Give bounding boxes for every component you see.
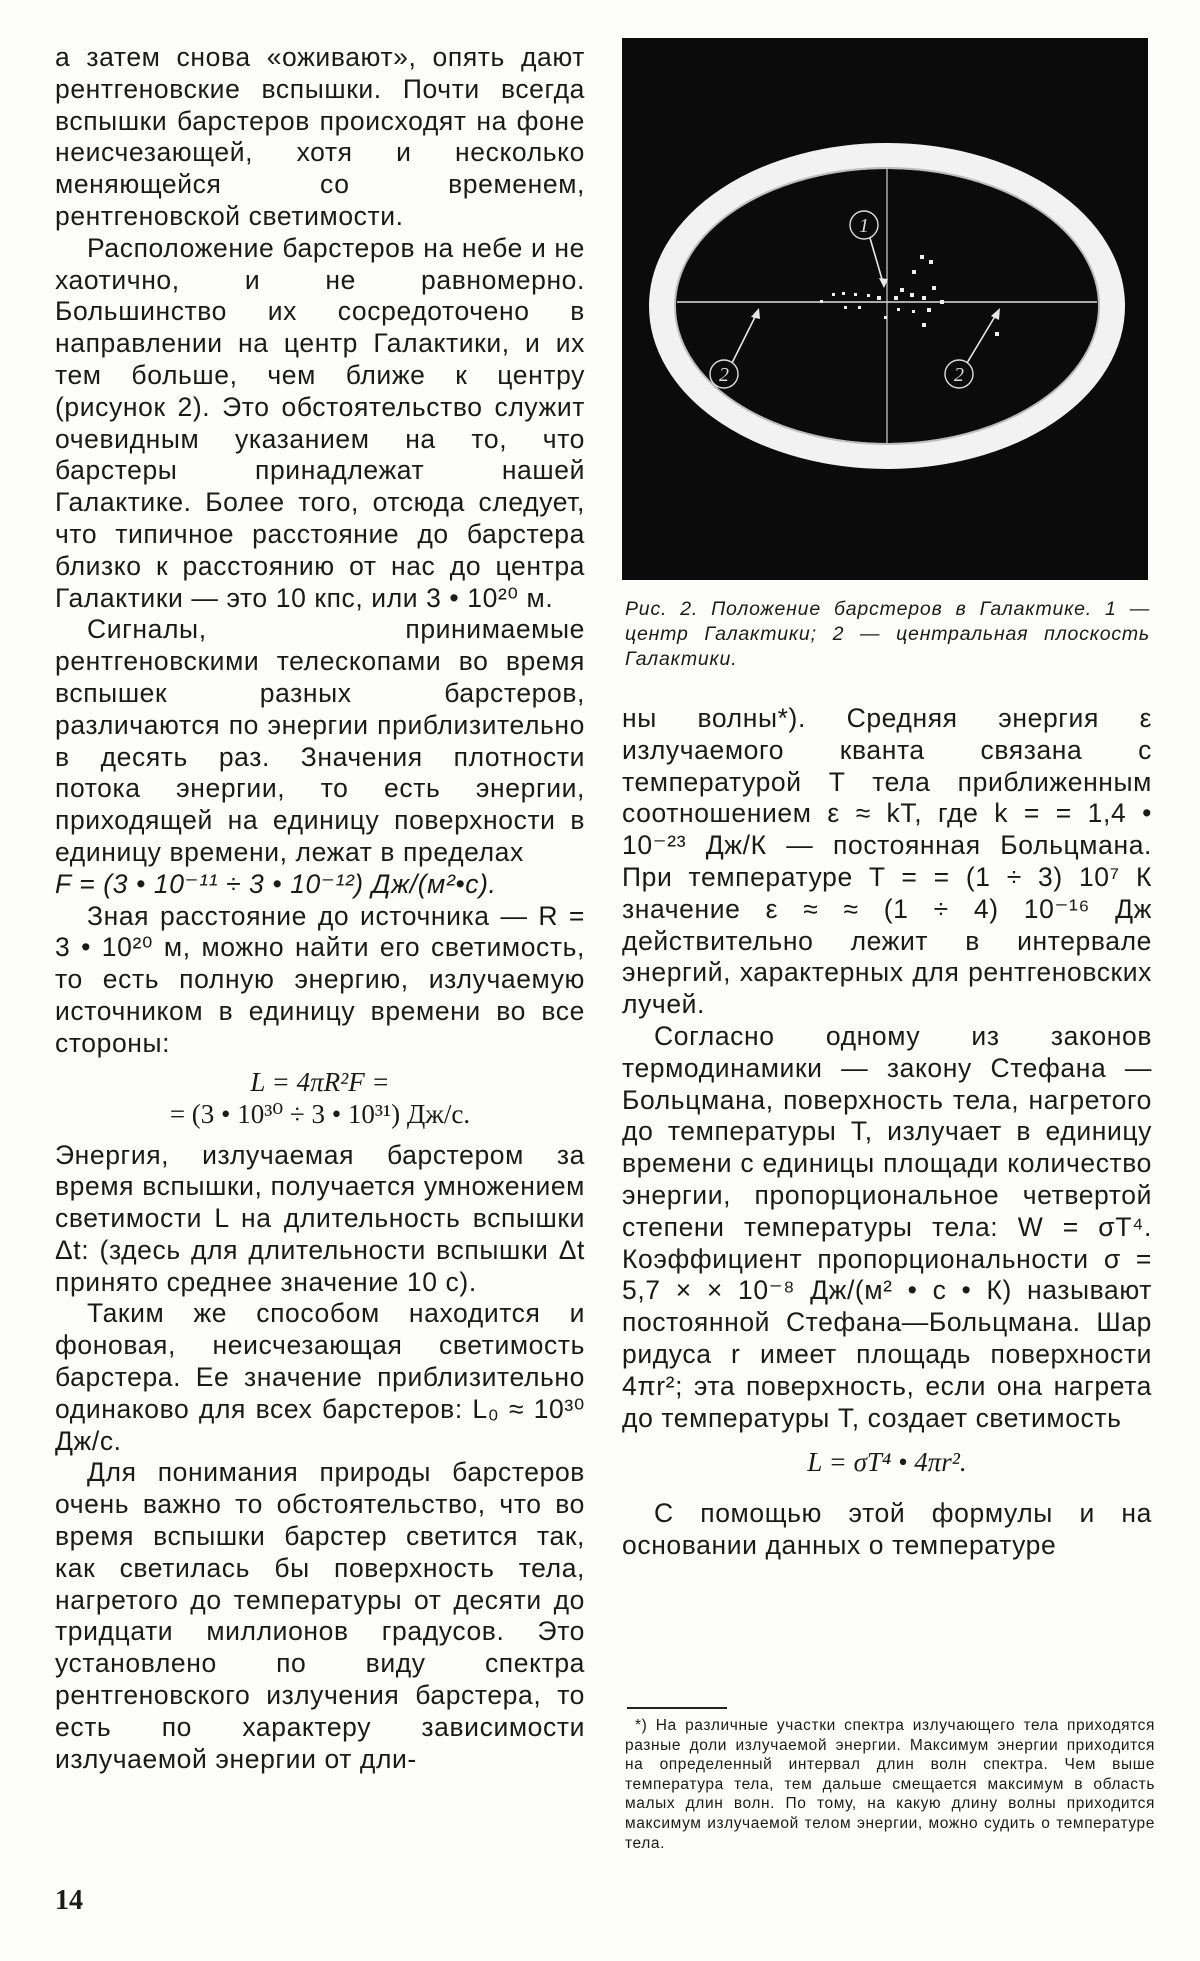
right-paragraph-1: ны волны*). Средняя энергия ε излучаемого кванта связана с температурой T тела приближенным соотношением ε ≈ kT, где k = = 1,4 • 10⁻²³ Дж/К — постоянная Больцмана. При температуре T = = (1 ÷ 3) 10⁷ К значение ε ≈ ≈ (1 ÷ 4) 10⁻¹⁶ Дж действительно лежит в интервале энергий, характерных для рентгеновских лучей. — [622, 703, 1152, 1020]
right-column — [622, 703, 1152, 1562]
plane-arrowhead-left — [751, 308, 760, 319]
right-paragraph-2: Согласно одному из законов термодинамики — закону Стефана — Больцмана, поверхность тела, нагретого до температуры T, излучает в единицу времени с единицы площади количество энергии, пропорциональное четвертой степени температуры тела: W = σT⁴. Коэффициент пропорциональности σ = 5,7 × × 10⁻⁸ Дж/(м² • с • К) называют постоянной Стефана—Больцмана. Шар ридуса r имеет площадь поверхности 4πr²; эта поверхность, если она нагрета до температуры T, создает светимость — [622, 1020, 1152, 1433]
burster-dot — [877, 296, 881, 300]
burster-dot — [854, 293, 857, 296]
paragraph-4: Зная расстояние до источника — R = 3 • 10²⁰ м, можно найти его светимость, то есть полную энергию, излучаемую источником в единицу времени во все стороны: — [55, 900, 585, 1058]
burster-dot — [929, 260, 933, 264]
burster-dot — [912, 310, 915, 313]
footnote: *) На различные участки спектра излучающего тела приходятся разные доли излучаемой энергии. Максимум энергии приходится на определенный интервал длин волн спектра. Чем выше температура тела, тем дальше смещается максимум в область малых длин волн. По тому, на какую длину волны приходится максимум излучаемой телом энергии, можно судить о температуре тела. — [625, 1717, 1155, 1852]
burster-dot — [910, 293, 914, 297]
right-paragraph-3: С помощью этой формулы и на основании данных о температуре — [622, 1498, 1152, 1561]
luminosity-formula — [55, 1066, 585, 1130]
burster-dot — [844, 306, 847, 309]
burster-dot — [932, 286, 936, 290]
plane-arrow-left — [732, 313, 757, 363]
burster-dot — [927, 308, 931, 312]
galaxy-diagram — [622, 38, 1148, 580]
paragraph-6: Таким же способом находится и фоновая, неисчезающая светимость барстера. Ее значение приблизительно одинаково для всех барстеров: L₀ ≈ 10³⁰ Дж/с. — [55, 1298, 585, 1456]
label-center: 1 — [859, 215, 869, 237]
paragraph-7: Для понимания природы барстеров очень важно то обстоятельство, что во время вспышки барстер светится так, как светилась бы поверхность тела, нагретого до температуры от десяти до тридцати миллионов градусов. Это установлено по виду спектра рентгеновского излучения барстера, то есть по характеру зависимости излучаемой энергии от дли- — [55, 1457, 585, 1774]
paragraph-5: Энергия, излучаемая барстером за время вспышки, получается умножением светимости L на длительность вспышки Δt: (здесь для длительности вспышки Δt принято среднее значение 10 с). — [55, 1139, 585, 1297]
paragraph-2: Расположение барстеров на небе и не хаотично, и не равномерно. Большинство их сосредоточено в направлении на центр Галактики, и их тем больше, чем ближе к центру (рисунок 2). Это обстоятельство служит очевидным указанием на то, что барстеры принадлежат нашей Галактике. Более того, отсюда следует, что типичное расстояние до барстера близко к расстоянию от нас до центра Галактики — это 10 кпс, или 3 • 10²⁰ м. — [55, 232, 585, 613]
burster-dot — [922, 296, 926, 300]
burster-dot — [894, 296, 898, 300]
left-column — [55, 42, 585, 1775]
burster-dot — [842, 292, 845, 295]
galaxy-figure — [622, 38, 1148, 580]
burster-dot — [920, 255, 924, 259]
burster-dot — [820, 300, 823, 303]
page-number: 14 — [55, 1885, 83, 1916]
plane-arrow-right — [967, 313, 997, 363]
stefan-formula: L = σT⁴ • 4πr². — [807, 1447, 967, 1478]
burster-dot — [995, 332, 999, 336]
burster-dot — [897, 308, 900, 311]
label-plane-left: 2 — [719, 364, 729, 386]
burster-dot — [900, 288, 904, 292]
burster-dot — [940, 300, 944, 304]
paragraph-1: а затем снова «оживают», опять дают рентгеновские вспышки. Почти всегда вспышки барстеров происходят на фоне неисчезающей, хотя и несколько меняющейся со временем, рентгеновской светимости. — [55, 42, 585, 231]
burster-dot — [858, 306, 861, 309]
flux-formula: F = (3 • 10⁻¹¹ ÷ 3 • 10⁻¹²) Дж/(м²•с). — [55, 868, 497, 899]
paragraph-3: Сигналы, принимаемые рентгеновскими телескопами во время вспышек разных барстеров, различаются по энергии приблизительно в десять раз. Значения плотности потока энергии, то есть энергии, приходящей на единицу поверхности в единицу времени, лежат в пределах — [55, 614, 585, 867]
burster-dot — [884, 316, 887, 319]
burster-dots — [820, 255, 999, 336]
plane-arrowhead-right — [991, 308, 1000, 320]
burster-dot — [922, 323, 926, 327]
formula-line-1: L = 4πR²F = — [250, 1066, 390, 1097]
burster-dot — [867, 294, 870, 297]
figure-caption: Рис. 2. Положение барстеров в Галактике. 1 — центр Галактики; 2 — центральная плоскость Галактики. — [625, 598, 1150, 670]
formula-line-2: = (3 • 10³⁰ ÷ 3 • 10³¹) Дж/с. — [169, 1098, 471, 1129]
footnote-divider — [627, 1707, 727, 1709]
burster-dot — [832, 293, 835, 296]
label-plane-right: 2 — [954, 364, 964, 386]
burster-dot — [912, 270, 916, 274]
